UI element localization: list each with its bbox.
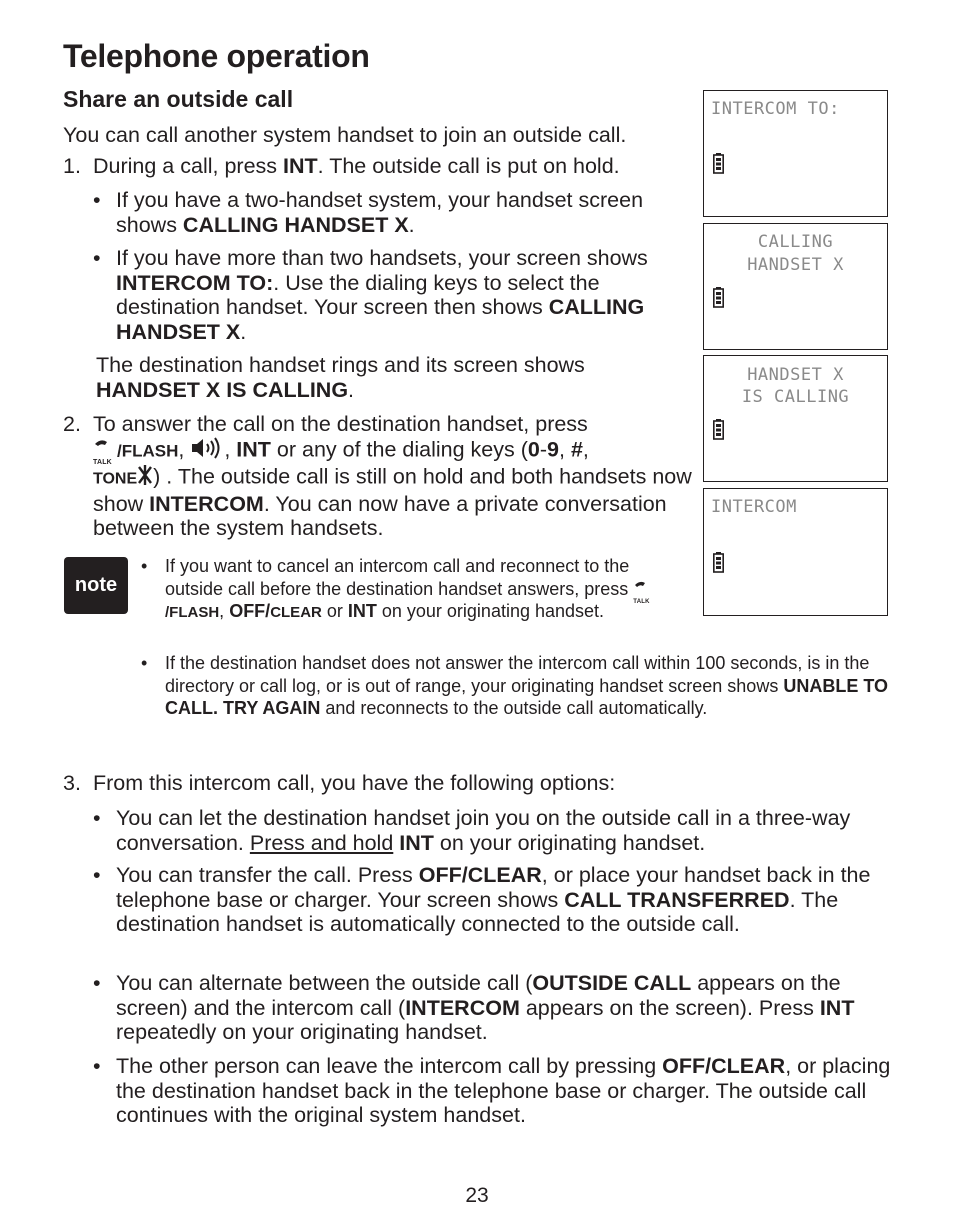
step-1-bullet-1: If you have a two-handset system, your handset screen shows CALLING HANDSET X. <box>116 188 644 237</box>
talk-phone-icon: TALK <box>93 438 117 462</box>
page-title: Telephone operation <box>63 38 370 74</box>
step-1-after-text: The destination handset rings and its screen shows HANDSET X IS CALLING. <box>96 353 585 402</box>
step-3-text: From this intercom call, you have the following options: <box>93 771 616 795</box>
bullet-char: • <box>93 1054 101 1078</box>
speaker-icon <box>190 437 224 465</box>
screen-line: HANDSET X <box>747 365 844 385</box>
screen-line: IS CALLING <box>741 387 850 407</box>
bullet-char: • <box>93 971 101 995</box>
bullet-char: • <box>141 556 148 576</box>
handset-screen-calling-handset <box>703 223 888 350</box>
bullet-char: • <box>93 246 101 270</box>
step-1-number: 1. <box>63 154 81 178</box>
tone-star-icon <box>137 464 153 492</box>
screen-line: CALLING <box>757 232 834 252</box>
step-1-text: During a call, press INT. The outside call is put on hold. <box>93 154 620 178</box>
step-3-bullet-3: You can alternate between the outside call (OUTSIDE CALL appears on the screen) and the intercom call (INTERCOM appears on the screen). Press INT repeatedly on your originating handset. <box>116 971 855 1044</box>
intro-text: You can call another system handset to join an outside call. <box>63 123 627 147</box>
handset-screen-intercom <box>703 488 888 616</box>
battery-icon <box>713 419 724 440</box>
step-3-number: 3. <box>63 771 81 795</box>
bullet-char: • <box>93 806 101 830</box>
step-2-text: To answer the call on the destination handset, press TALK /FLASH, , INT or any of the dialing keys (0-9, #, TONE ) . The outside call is still on hold and both handsets now show INTERCOM. You can now have a private conversation between the system handsets. <box>93 412 692 541</box>
section-title: Share an outside call <box>63 86 294 112</box>
step-1-bullet-2: If you have more than two handsets, your screen shows INTERCOM TO:. Use the dialing keys to select the destination handset. Your screen then shows CALLING HANDSET X. <box>116 246 648 344</box>
step-3-bullet-1: You can let the destination handset join you on the outside call in a three-way conversation. Press and hold INT on your originating handset. <box>116 806 851 855</box>
step-3-bullet-2: You can transfer the call. Press OFF/CLEAR, or place your handset back in the telephone base or charger. Your screen shows CALL TRANSFERRED. The destination handset is automatically connected to the outside call. <box>116 863 871 936</box>
note-bullet-1: If you want to cancel an intercom call and reconnect to the outside call before the destination handset answers, press TALK /FLASH, OFF/CLEAR or INT on your originating handset. <box>165 555 675 625</box>
screen-line: HANDSET X <box>747 255 844 275</box>
page-number: 23 <box>465 1184 489 1207</box>
handset-screen-handset-is-calling <box>703 355 888 482</box>
step-2-number: 2. <box>63 412 81 436</box>
talk-phone-icon: TALK <box>633 580 655 600</box>
bullet-char: • <box>93 188 101 212</box>
battery-icon <box>713 153 724 174</box>
battery-icon <box>713 287 724 308</box>
screen-line: INTERCOM TO: <box>711 99 840 119</box>
bullet-char: • <box>93 863 101 887</box>
handset-screen-intercom-to <box>703 90 888 217</box>
note-badge: note <box>64 557 128 614</box>
bullet-char: • <box>141 653 148 673</box>
note-bullet-2: If the destination handset does not answer the intercom call within 100 seconds, is in the directory or call log, or is out of range, your originating handset screen shows UNABLE TO CALL. TRY AGAIN and reconnects to the outside call automatically. <box>165 653 888 718</box>
battery-icon <box>713 552 724 573</box>
step-3-bullet-4: The other person can leave the intercom call by pressing OFF/CLEAR, or placing the destination handset back in the telephone base or charger. The outside call continues with the original system handset. <box>116 1054 891 1127</box>
screen-line: INTERCOM <box>711 497 797 517</box>
